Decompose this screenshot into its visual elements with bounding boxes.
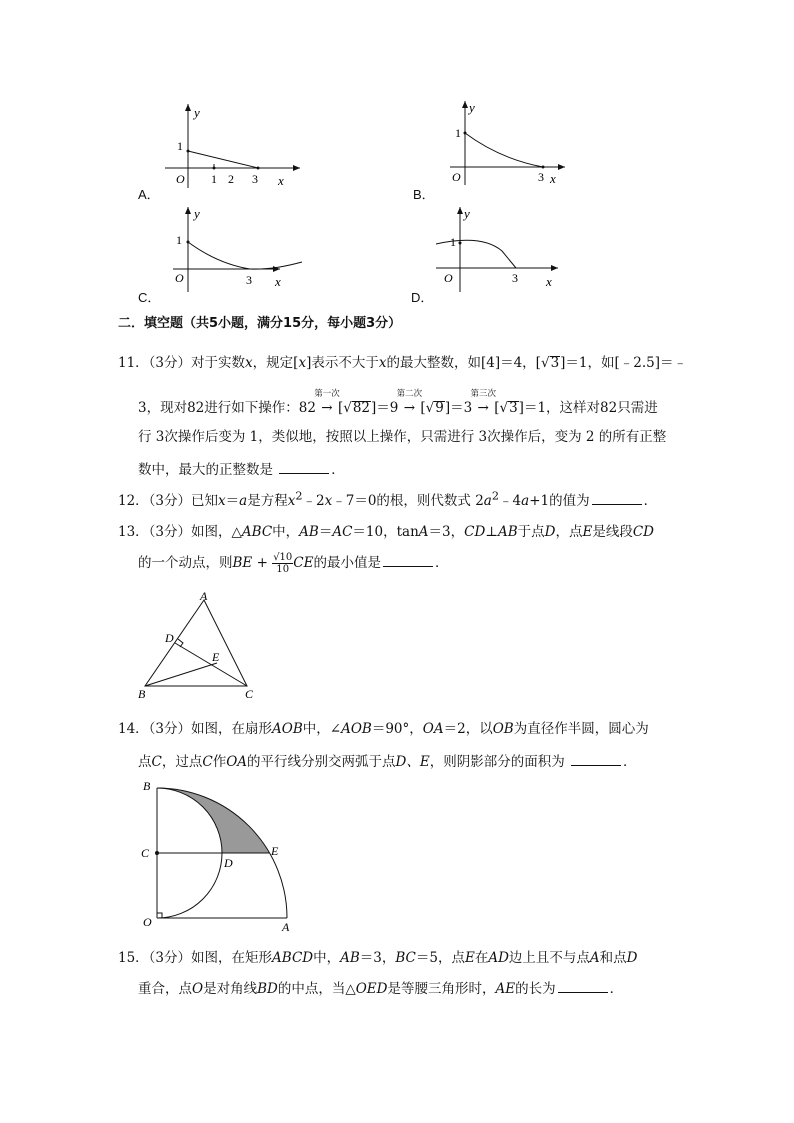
graph-d-tick-3: 3 [512,271,518,285]
q15-line2: 重合，点O是对角线BD的中点，当△OED是等腰三角形时，AE的长为 ． [138,981,624,997]
graph-b-y-label: y [469,100,475,115]
q14-point-a: A [282,920,290,934]
q13-triangle-figure [135,588,265,703]
q11-line2: 3，现对82进行如下操作：82 第一次 → [√82]＝9 第二次 → [√9]＝3 第三次 → [√3]＝1，这样对82只需进 [138,389,658,416]
graph-a-tick-1: 1 [211,172,217,186]
graph-b-origin: O [452,170,461,184]
q13-line2: 的一个动点，则BE + $\frac{√10}{10}CE$的最小值是 ． [138,552,449,575]
graph-c [168,204,308,294]
q14-point-d: D [224,856,233,870]
q11-line4: 数中，最大的正整数是 ． [138,462,345,478]
graph-d-y1-label: 1 [450,235,456,249]
q14-line2: 点C，过点C作OA的平行线分别交两弧于点D、E，则阴影部分的面积为 ． [138,754,637,770]
q13-point-b: B [138,687,146,701]
graph-a-y-label: y [194,105,200,120]
graph-c-origin: O [175,271,184,285]
graph-b-y1-label: 1 [455,126,461,140]
graph-d-y-label: y [464,206,470,221]
graph-b-x-label: x [550,171,556,186]
graph-c-x-label: x [275,274,281,289]
graph-a-y1-label: 1 [177,139,183,153]
q14-point-c: C [141,846,150,860]
step-1-tag: 第一次 [314,389,340,399]
q12-answer-blank[interactable] [592,492,642,505]
q15-line1: 15．（3分）如图，在矩形ABCD中，AB＝3，BC＝5，点E在AD边上且不与点A和点D [118,950,638,966]
option-a-label: A． [138,187,160,202]
graph-a-origin: O [176,172,185,186]
q14-point-o: O [143,915,152,929]
graph-c-tick-3: 3 [246,273,252,287]
q13-point-d: D [165,631,174,645]
option-b-label: B． [413,187,435,202]
graph-d-x-label: x [546,274,552,289]
section-title: 二．填空题（共5小题，满分15分，每小题3分） [118,316,402,331]
graph-b-tick-3: 3 [538,170,544,184]
q14-answer-blank[interactable] [571,753,621,766]
q14-sector-figure [138,776,298,936]
q13-point-a: A [200,589,208,603]
step-3-tag: 第三次 [470,389,496,399]
graph-a-tick-2: 2 [228,172,234,186]
q13-line1: 13．（3分）如图，△ABC中，AB＝AC＝10，tanA＝3，CD⊥AB于点D，点E是线段CD [118,524,654,540]
graph-a [160,100,310,190]
graph-a-x-label: x [278,173,284,188]
q13-point-c: C [245,687,254,701]
q11-line1: 11．（3分）对于实数x，规定[x]表示不大于x的最大整数，如[4]＝4，[√3]＝1，如[﹣2.5]＝﹣ [118,355,688,371]
q11-answer-blank[interactable] [279,461,329,474]
option-c-label: C． [138,290,161,305]
q13-answer-blank[interactable] [383,554,433,567]
q14-line1: 14．（3分）如图，在扇形AOB中，∠AOB＝90°，OA＝2，以OB为直径作半圆，圆心为 [118,721,649,737]
q11-line3: 行 3次操作后变为 1，类似地，按照以上操作，只需进行 3次操作后，变为 2 的所有正整 [138,429,667,445]
graph-b [445,97,575,187]
q14-point-e: E [271,844,279,858]
graph-c-y1-label: 1 [176,233,182,247]
q15-answer-blank[interactable] [558,980,608,993]
q14-point-b: B [143,779,151,793]
step-2-tag: 第二次 [396,389,423,399]
graph-a-tick-3: 3 [252,172,258,186]
graph-d [432,204,567,294]
fraction: $\frac{√10}{10}$ [273,552,293,575]
option-d-label: D． [411,290,434,305]
graph-d-origin: O [444,271,453,285]
graph-c-y-label: y [194,206,200,221]
q12-line: 12．（3分）已知x＝a是方程$x^2﹣2x﹣7=0$的根，则代数式 $2a^2﹣4a+1$的值为 ． [118,489,658,509]
q13-point-e: E [212,650,220,664]
